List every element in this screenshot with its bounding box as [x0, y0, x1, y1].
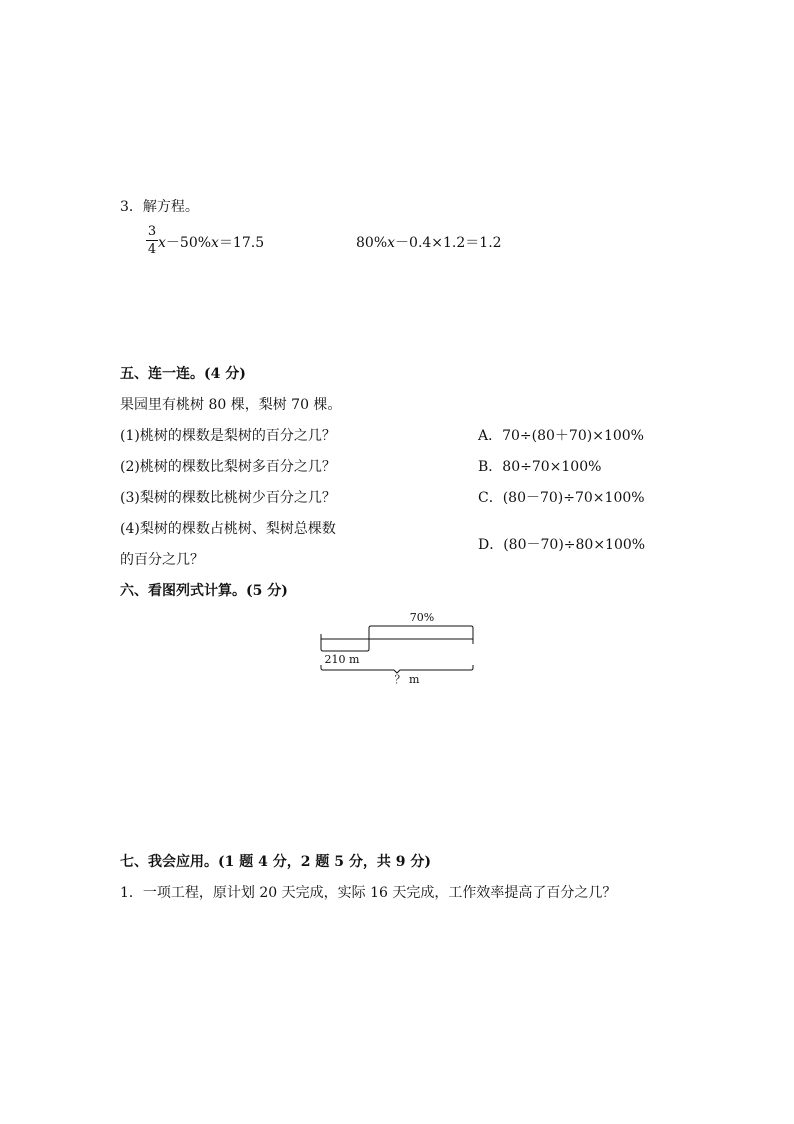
fraction-denominator: 4	[147, 242, 157, 257]
equation-2-prefix: 80%	[356, 235, 388, 251]
line-segment-diagram	[310, 606, 485, 686]
section-6-heading: 六、看图列式计算。(5 分)	[120, 583, 288, 599]
section-7-heading: 七、我会应用。(1 题 4 分，2 题 5 分，共 9 分)	[120, 854, 431, 870]
total-label: ？ m	[394, 673, 420, 686]
section-7-question-1: 1．一项工程，原计划 20 天完成，实际 16 天完成，工作效率提高了百分之几？	[120, 885, 617, 901]
equation-1	[158, 236, 264, 250]
option-b: B．80÷70×100%	[478, 459, 602, 475]
option-a: A．70÷(80＋70)×100%	[478, 428, 644, 444]
fraction-three-quarters	[146, 225, 158, 256]
equation-2	[356, 236, 502, 250]
top-label: 70%	[409, 611, 435, 624]
question-item: (4)梨树的棵数占桃树、梨树总棵数	[120, 521, 336, 537]
equation-1-rhs: ＝17.5	[218, 235, 265, 251]
option-c: C．(80－70)÷70×100%	[478, 490, 645, 506]
question-item: (3)梨树的棵数比桃树少百分之几？	[120, 490, 336, 506]
equation-2-rest: －0.4×1.2＝1.2	[395, 235, 502, 251]
total-brace	[321, 665, 473, 673]
equation-1-variable-2: x	[211, 235, 219, 251]
section-5-intro: 果园里有桃树 80 棵，梨树 70 棵。	[120, 397, 342, 413]
option-d: D．(80－70)÷80×100%	[478, 537, 646, 553]
equation-1-variable: x	[158, 235, 166, 251]
q3-title: 3．解方程。	[120, 199, 199, 215]
equation-2-variable: x	[387, 235, 396, 251]
fraction-numerator: 3	[147, 224, 157, 239]
question-item: (1)桃树的棵数是梨树的百分之几？	[120, 428, 336, 444]
part-label: 210 m	[324, 653, 360, 666]
section-5-heading: 五、连一连。(4 分)	[120, 366, 246, 382]
equation-1-middle: －50%	[165, 235, 212, 251]
question-item: (2)桃树的棵数比梨树多百分之几？	[120, 459, 336, 475]
top-brace	[369, 626, 473, 634]
part-brace	[321, 644, 369, 651]
question-item-continuation: 的百分之几？	[120, 552, 204, 568]
